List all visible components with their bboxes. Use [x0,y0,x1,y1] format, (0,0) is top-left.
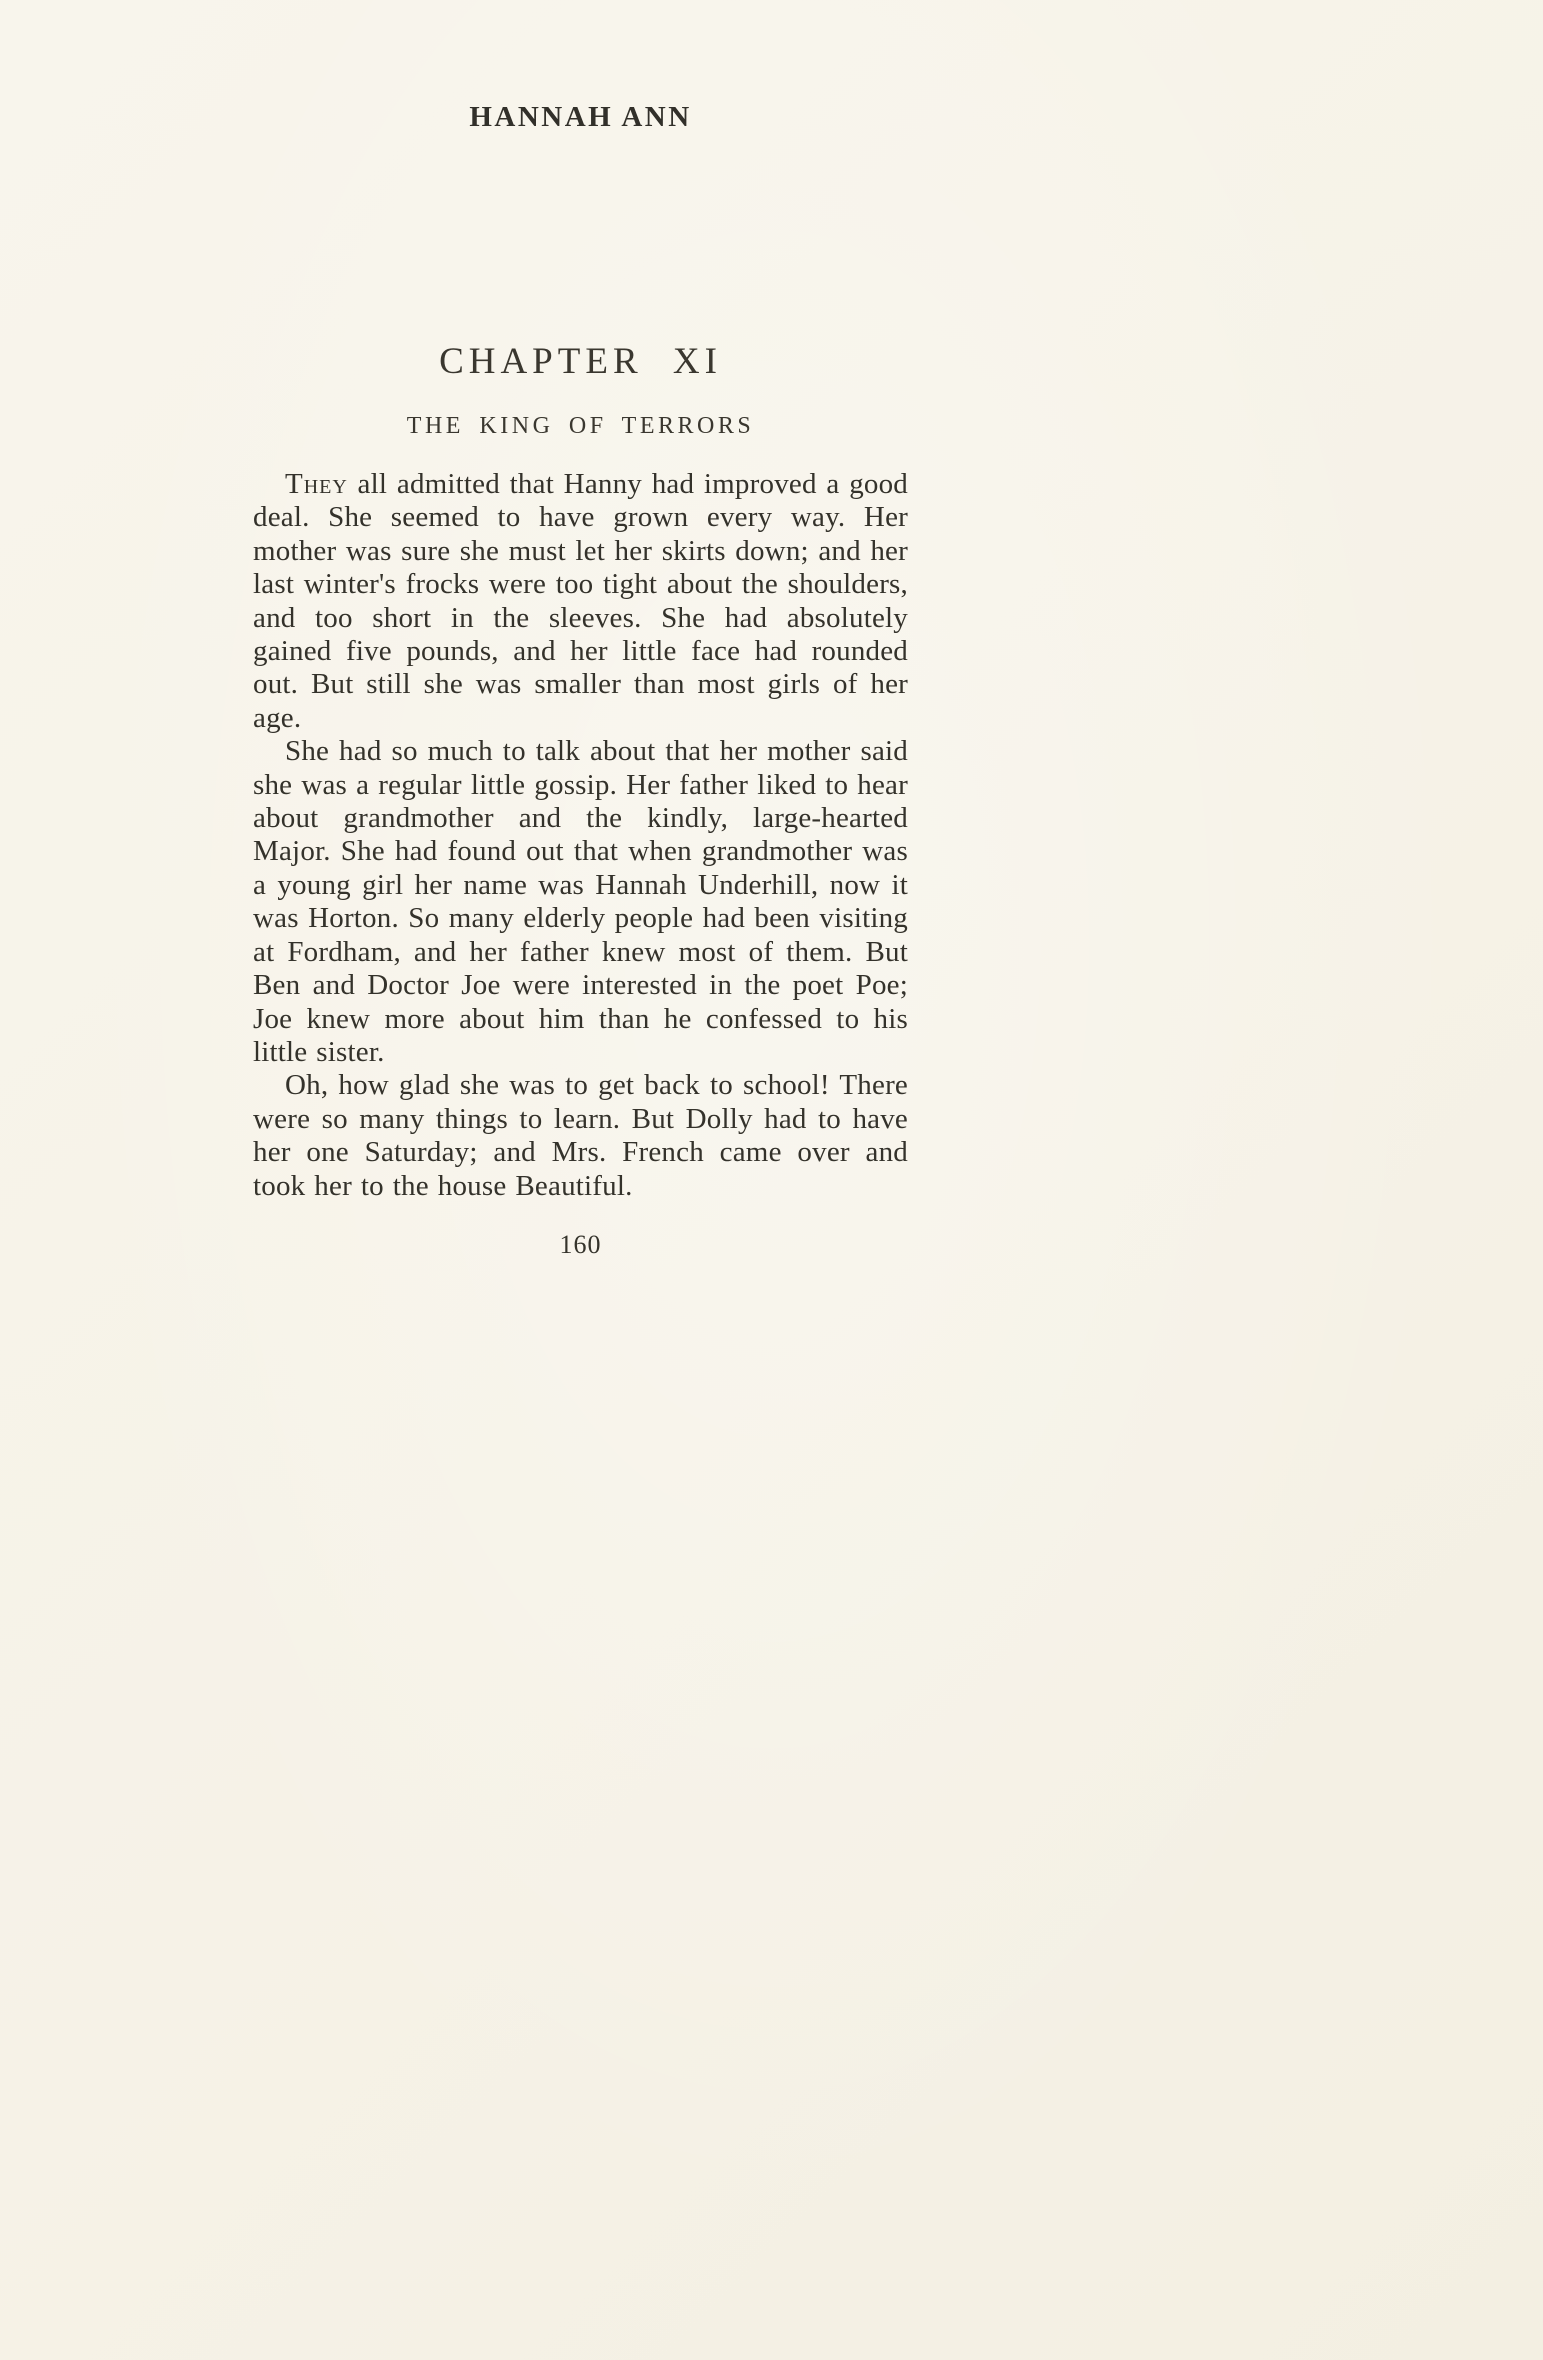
paragraph-1-lead-word: They [285,468,348,500]
page-number: 160 [559,1230,602,1259]
paragraph-1 [253,468,908,735]
running-header: HANNAH ANN [469,101,692,133]
paragraph-3: Oh, how glad she was to get back to school! There were so many things to learn. But Dolly had to have her one Saturday; and Mrs. French came over and took her to the house Beautiful. [253,1069,908,1202]
paragraph-2: She had so much to talk about that her mother said she was a regular little gossip. Her father liked to hear about grandmother and the kindly, large-hearted Major. She had found out that when grandmother was a young girl her name was Hannah Underhill, now it was Horton. So many elderly people had been visiting at Fordham, and her father knew most of them. But Ben and Doctor Joe were interested in the poet Poe; Joe knew more about him than he confessed to his little sister. [253,735,908,1068]
body-text [253,468,908,1203]
chapter-subheading: THE KING OF TERRORS [406,413,755,439]
paragraph-1-text: all admitted that Hanny had improved a good deal. She seemed to have grown every way. Her mother was sure she must let her skirts down; and her last winter's frocks were too tight about the shoulders, and too short in the sleeves. She had absolutely gained five pounds, and her little face had rounded out. But still she was smaller than most girls of her age. [253,468,908,734]
chapter-heading: CHAPTER XI [439,341,722,382]
